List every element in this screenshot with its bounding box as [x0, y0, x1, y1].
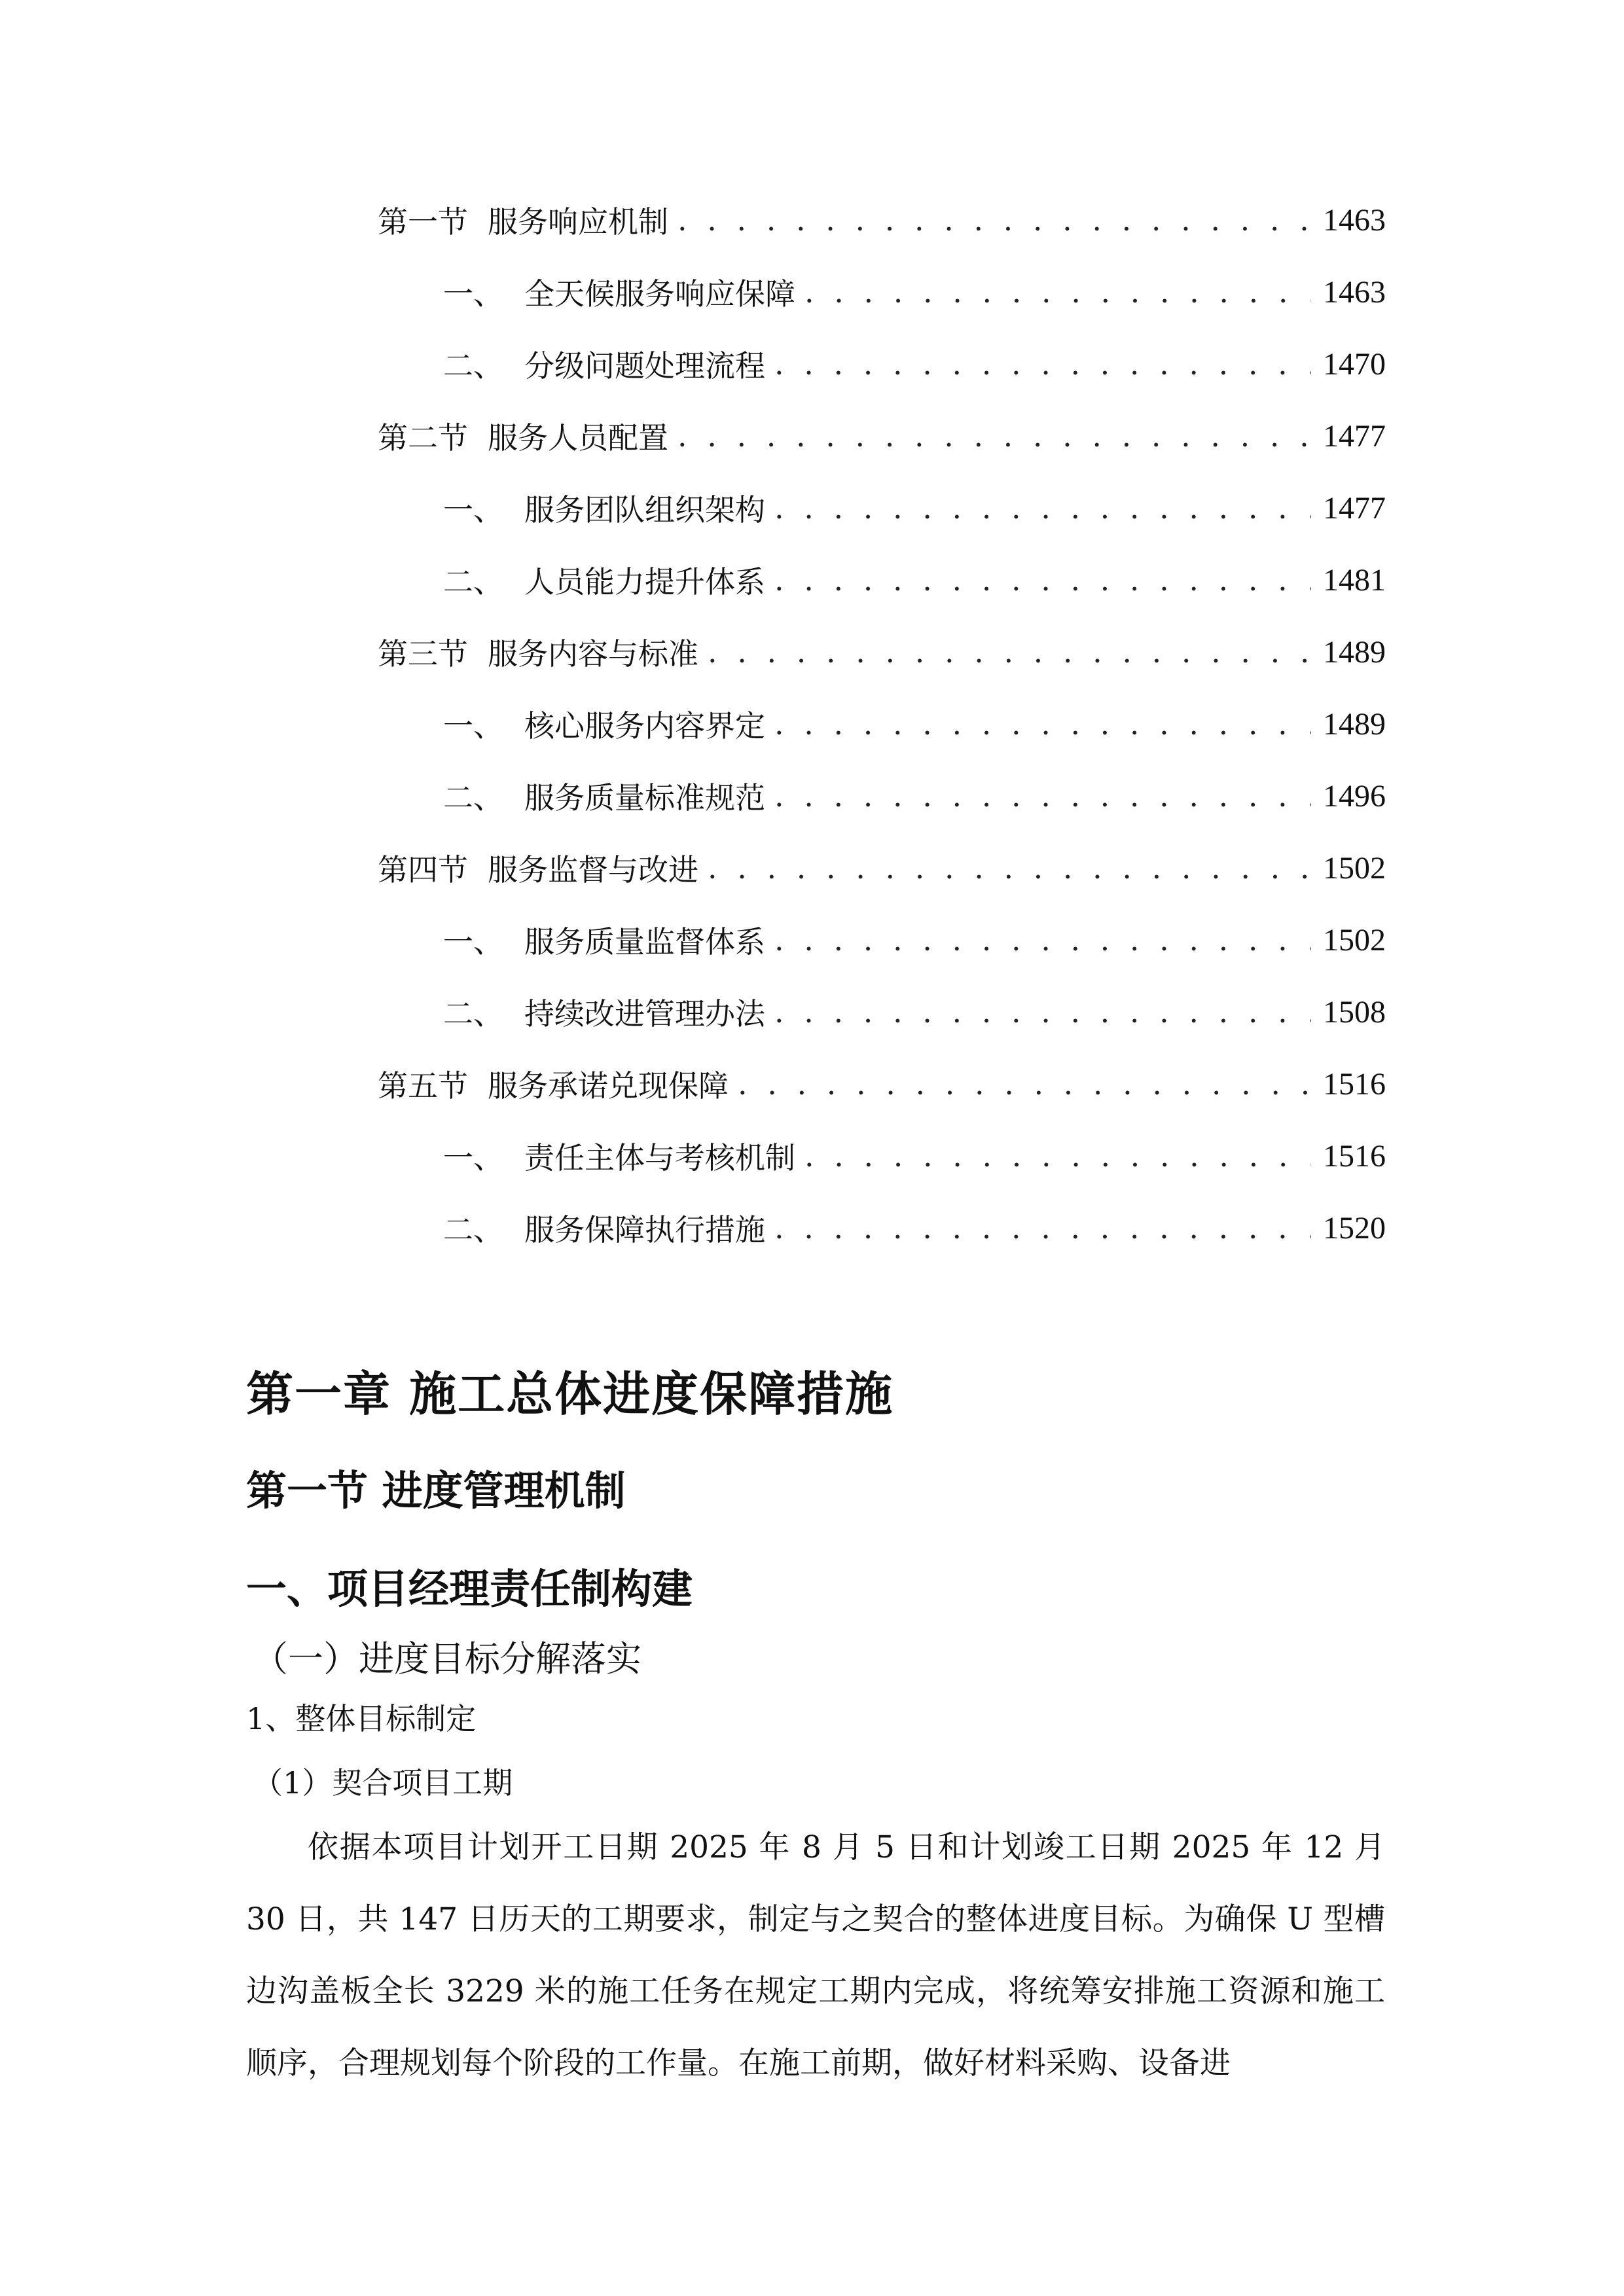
toc-leader [708, 634, 1311, 670]
toc-page: 1489 [1323, 634, 1386, 670]
toc-entry[interactable] [443, 917, 1386, 963]
toc-entry[interactable] [378, 1061, 1386, 1107]
toc-label: 一、 [443, 1140, 503, 1175]
toc-entry[interactable] [378, 845, 1386, 891]
toc-leader [774, 922, 1311, 958]
toc-title: 服务质量标准规范 [524, 780, 765, 816]
body-paragraph: 依据本项目计划开工日期 2025 年 8 月 5 日和计划竣工日期 2025 年 12 月 30 日，共 147 日历天的工期要求，制定与之契合的整体进度目标。为确保 U 型槽边沟盖板全长 3229 米的施工任务在规定工期内完成，将统筹安排施工资源和施工顺序，合理规划每个阶段的工作量。在施工前期，做好材料采购、设备进 [246, 1829, 1385, 2081]
toc-title: 服务监督与改进 [488, 852, 698, 888]
toc-leader [677, 418, 1311, 454]
toc-page: 1508 [1323, 994, 1386, 1030]
toc-title: 核心服务内容界定 [524, 708, 765, 744]
toc-label: 第四节 [378, 852, 468, 888]
toc-leader [774, 1210, 1311, 1246]
toc-title: 服务人员配置 [488, 420, 668, 456]
toc-title: 人员能力提升体系 [524, 564, 765, 600]
subitem-heading: （1）契合项目工期 [253, 1765, 513, 1801]
toc-title: 服务内容与标准 [488, 636, 698, 672]
toc-leader [774, 994, 1311, 1030]
toc-label: 第三节 [378, 636, 468, 672]
toc-leader [774, 346, 1311, 382]
toc-page: 1470 [1323, 346, 1386, 382]
toc-leader [774, 562, 1311, 598]
toc-label: 二、 [443, 348, 503, 384]
toc-entry[interactable] [443, 269, 1386, 315]
toc-page: 1516 [1323, 1066, 1386, 1102]
toc-leader [708, 850, 1311, 886]
toc-page: 1463 [1323, 202, 1386, 238]
toc-entry[interactable] [443, 773, 1386, 819]
toc-page: 1481 [1323, 562, 1386, 598]
toc-title: 持续改进管理办法 [524, 996, 765, 1031]
toc-label: 一、 [443, 276, 503, 312]
toc-label: 第二节 [378, 420, 468, 456]
toc-page: 1516 [1323, 1138, 1386, 1174]
toc-entry[interactable] [443, 557, 1386, 603]
toc-page: 1502 [1323, 922, 1386, 958]
toc-title: 服务响应机制 [488, 204, 668, 240]
subsection-heading: 一、项目经理责任制构建 [246, 1565, 693, 1613]
toc-label: 一、 [443, 924, 503, 960]
toc-page: 1520 [1323, 1210, 1386, 1246]
toc-title: 责任主体与考核机制 [524, 1140, 795, 1175]
toc-entry[interactable] [443, 701, 1386, 747]
toc-label: 第一节 [378, 204, 468, 240]
toc-entry[interactable] [443, 989, 1386, 1035]
toc-label: 二、 [443, 780, 503, 816]
item-heading: 1、整体目标制定 [246, 1701, 477, 1736]
toc-title: 全天候服务响应保障 [524, 276, 795, 312]
toc-label: 一、 [443, 708, 503, 744]
toc-title: 服务质量监督体系 [524, 924, 765, 960]
toc-page: 1463 [1323, 274, 1386, 310]
toc-leader [677, 202, 1311, 238]
toc-entry[interactable] [378, 413, 1386, 459]
chapter-heading: 第一章 施工总体进度保障措施 [246, 1367, 894, 1422]
toc-leader [774, 778, 1311, 814]
toc-title: 分级问题处理流程 [524, 348, 765, 384]
subsubsection-heading: （一）进度目标分解落实 [253, 1638, 641, 1679]
toc-leader [804, 274, 1311, 310]
toc-page: 1496 [1323, 778, 1386, 814]
toc-leader [774, 490, 1311, 526]
toc-title: 服务团队组织架构 [524, 492, 765, 528]
toc-entry[interactable] [443, 485, 1386, 531]
toc-title: 服务承诺兑现保障 [488, 1068, 729, 1103]
toc-entry[interactable] [378, 629, 1386, 675]
toc-entry[interactable] [443, 1205, 1386, 1251]
toc-label: 二、 [443, 996, 503, 1031]
toc-label: 第五节 [378, 1068, 468, 1103]
toc-leader [774, 706, 1311, 742]
toc-page: 1502 [1323, 850, 1386, 886]
toc-page: 1477 [1323, 418, 1386, 454]
toc-leader [738, 1066, 1311, 1102]
toc-entry[interactable] [378, 197, 1386, 243]
toc-entry[interactable] [443, 341, 1386, 387]
toc-label: 一、 [443, 492, 503, 528]
toc-entry[interactable] [443, 1133, 1386, 1179]
toc-leader [804, 1138, 1311, 1174]
toc-title: 服务保障执行措施 [524, 1212, 765, 1247]
toc-label: 二、 [443, 564, 503, 600]
toc-label: 二、 [443, 1212, 503, 1247]
toc-page: 1489 [1323, 706, 1386, 742]
section-heading: 第一节 进度管理机制 [246, 1467, 626, 1515]
toc-page: 1477 [1323, 490, 1386, 526]
